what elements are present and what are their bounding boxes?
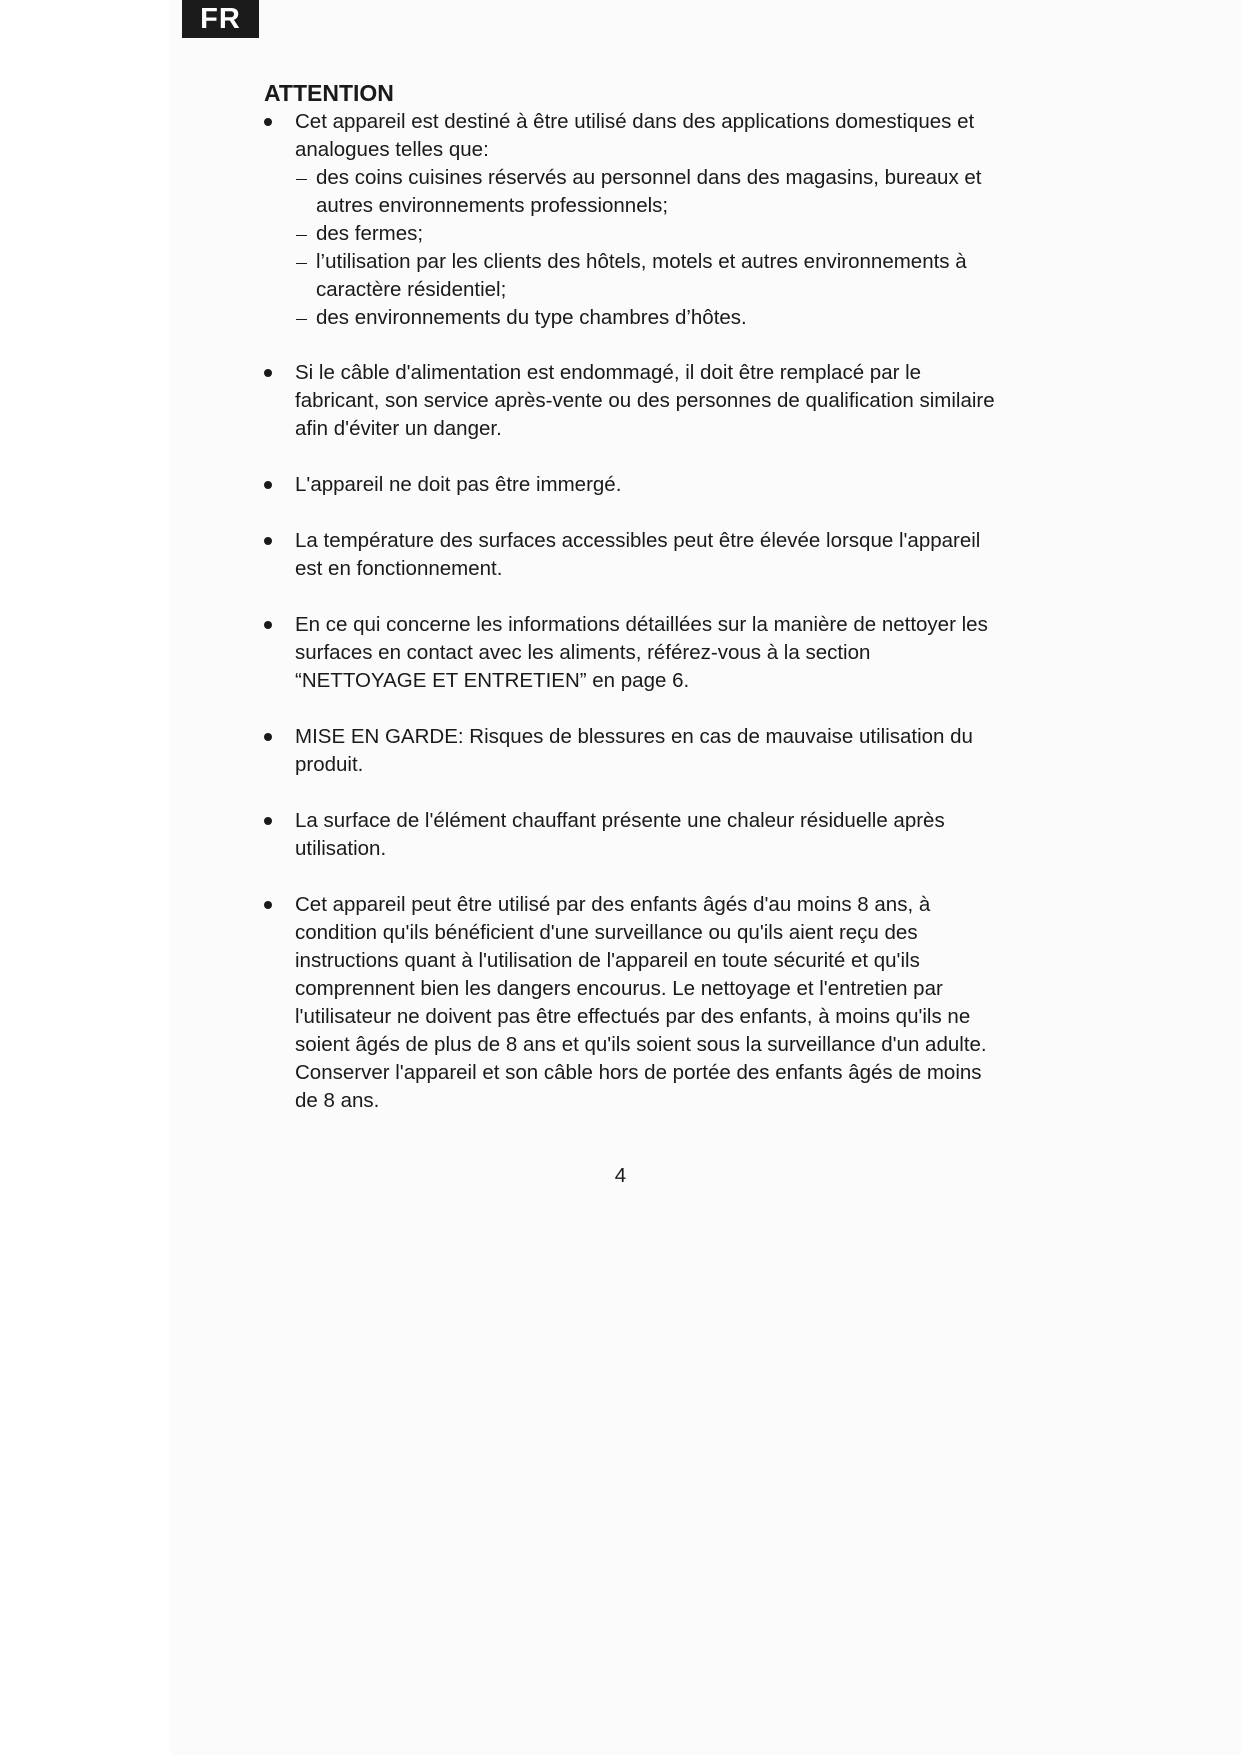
sub-list-item bbox=[295, 164, 1004, 220]
sub-list bbox=[295, 164, 1004, 332]
sub-list-item-text: l’utilisation par les clients des hôtels, motels et autres environnements à caractère résidentiel; bbox=[316, 250, 967, 301]
list-item bbox=[264, 359, 1004, 443]
list-item-text: Cet appareil est destiné à être utilisé dans des applications domestiques et analogues telles que: bbox=[295, 110, 975, 161]
list-item-text: L'appareil ne doit pas être immergé. bbox=[295, 473, 622, 496]
sub-list-item bbox=[295, 220, 1004, 248]
section-heading: ATTENTION bbox=[264, 80, 394, 106]
list-item bbox=[264, 611, 1004, 695]
list-item-text: La surface de l'élément chauffant présente une chaleur résiduelle après utilisation. bbox=[295, 809, 945, 860]
list-item-text: MISE EN GARDE: Risques de blessures en cas de mauvaise utilisation du produit. bbox=[295, 725, 973, 776]
list-item-text: Cet appareil peut être utilisé par des enfants âgés d'au moins 8 ans, à condition qu'ils bénéficient d'une surveillance ou qu'ils aient reçu des instructions quant à l'utilisation de l'appareil en toute sécurité et qu'ils comprennent bien les dangers encourus. Le nettoyage et l'entretien par l'utilisateur ne doivent pas être effectués par des enfants, à moins qu'ils ne soient âgés de plus de 8 ans et qu'ils soient sous la surveillance d'un adulte. Conserver l'appareil et son câble hors de portée des enfants âgés de moins de 8 ans. bbox=[295, 893, 987, 1112]
list-item-text: La température des surfaces accessibles peut être élevée lorsque l'appareil est en fonctionnement. bbox=[295, 529, 981, 580]
sub-list-item-text: des coins cuisines réservés au personnel dans des magasins, bureaux et autres environnements professionnels; bbox=[316, 166, 982, 217]
sub-list-item bbox=[295, 248, 1004, 304]
bullet-list bbox=[264, 108, 1004, 1115]
list-item bbox=[264, 807, 1004, 863]
page-number: 4 bbox=[614, 1164, 627, 1187]
list-item-text: Si le câble d'alimentation est endommagé, il doit être remplacé par le fabricant, son service après-vente ou des personnes de qualification similaire afin d'éviter un danger. bbox=[295, 361, 995, 440]
list-item-text: En ce qui concerne les informations détaillées sur la manière de nettoyer les surfaces en contact avec les aliments, référez-vous à la section “NETTOYAGE ET ENTRETIEN” en page 6. bbox=[295, 613, 988, 692]
sub-list-item-text: des fermes; bbox=[316, 222, 424, 245]
list-item bbox=[264, 471, 1004, 499]
sub-list-item bbox=[295, 304, 1004, 332]
list-item bbox=[264, 723, 1004, 779]
list-item bbox=[264, 891, 1004, 1115]
attention-section bbox=[264, 78, 1004, 1143]
language-badge: FR bbox=[182, 0, 259, 38]
list-item bbox=[264, 527, 1004, 583]
sub-list-item-text: des environnements du type chambres d’hôtes. bbox=[316, 306, 747, 329]
list-item bbox=[264, 108, 1004, 332]
